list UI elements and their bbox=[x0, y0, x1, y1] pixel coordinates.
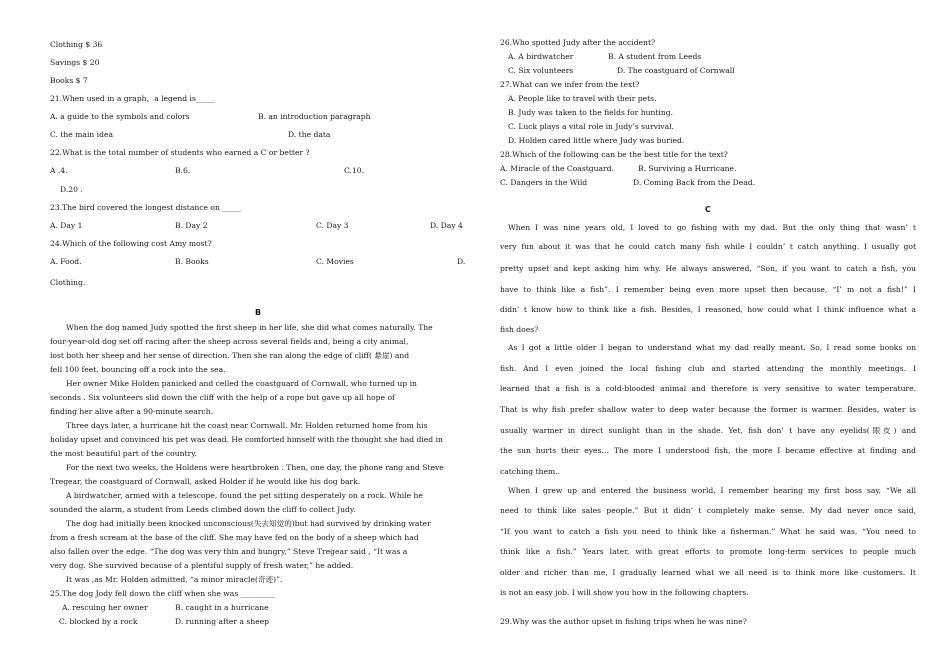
q26-option-b[interactable]: B. A student from Leeds bbox=[608, 52, 702, 61]
left-column: Clothing $ 36 Savings $ 20 Books $ 7 21.When used in a graph，a legend is_____ A. a guide to the symbols and colors B. an introduction paragraph C. the main idea D. the data 22.What is the total number of students who earned a C or better ? A .4. B.6. C.10. D.20 . 23.The bird covered the longest distance on _____ A. Day 1 B. Day 2 C. Day 3 D. Day 4 24.Which of the following cost Amy most? A. Food. B. Books C. Movies D. Clothing. B When the dog named Judy spotted the first sheep in her life, she did what comes naturally. The four-year-old dog set off racing after the sheep across several fields and, being a city animal, lost both her sheep and her sense of direction. Then she ran along the edge of cliff( 悬崖) and fell 100 feet, bouncing off a rock into the sea. Her owner Mike Holden panicked and celled the coastguard of Cornwall, who turned up in seconds . Six volunteers slid down the cliff with the help of a rope but gave up all hope of finding her alive after a 90-minute search. Three days later, a hurricane hit the coast near Cornwall. Mr. Holden returned home from his holiday upset and convinced his pet was dead. He comforted himself with the thought she had died in the most beautiful part of the country. For the next two weeks, the Holdens were heartbroken . Then, one day, the phone rang and Steve Tregear, the coastguard of Cornwall, asked Holder if he would like his dog bark. A birdwatcher, armed with a telescope, found the pet sitting desperately on a rock. While he sounded the alarm, a student from Leeds climbed down the cliff to collect Judy. The dog had initially been knocked unconscious(失去知觉的)but had survived by drinking water from a fresh scream at the base of the cliff. She may have fed on the body of a sheep which had also fallen over the edge. “The dog was very thin and hungry,” Steve Tregear said , “It was a very dog. She survived because of a plentiful supply of fresh water,” he added. It was ,as Mr. Holden admitted, “a minor miracle(奇迹)”. 25.The dog Jody fell down the cliff when she was _________ A. rescuing her owner B. caught in a hurricane C. blocked by a rock D. running after a sheep bbox=[50, 0, 468, 672]
q26-option-c[interactable]: C. Six volunteers bbox=[508, 66, 574, 75]
q27-option-d[interactable]: D. Holden cared little where Judy was buried. bbox=[508, 136, 685, 145]
passage-c-line: catching them.. bbox=[500, 467, 561, 476]
passage-c-line: have to think like a fish”. I remember being even more upset then because, “I’ m not a fish!” I bbox=[500, 285, 916, 294]
passage-b-line: four-year-old dog set off racing after the sheep across several fields and, being a city animal, bbox=[50, 337, 409, 346]
passage-b-line: finding her alive after a 90-minute search. bbox=[50, 407, 213, 416]
q22-option-a[interactable]: A .4. bbox=[50, 166, 68, 175]
passage-b-line: Tregear, the coastguard of Cornwall, asked Holder if he would like his dog bark. bbox=[50, 477, 361, 486]
right-column: 26.Who spotted Judy after the accident? A. A birdwatcher B. A student from Leeds C. Six volunteers D. The coastguard of Cornwall 27.What can we infer from the text? A. People like to travel with their pets. B. Judy was taken to the fields for hunting. C. Luck plays a vital role in Judy’s survival. D. Holden cared little where Judy was buried. 28.Which of the following can be the best title for the text? A. Miracle of the Coastguard. B. Surviving a Hurricane. C. Dangers in the Wild D. Coming Back from the Dead. C When I was nine years old, I loved to go fishing with my dad. But the only thing that wasn’ t very fun about it was that he could catch many fish while I couldn’ t catch anything. I usually got pretty upset and kept asking him why. He always answered, “Son, if you want to catch a fish, you have to think like a fish”. I remember being even more upset then because, “I’ m not a fish!” I didn’ t know how to think like a fish. Besides, I reasoned, how could what I think influence what a fish does? As I got a little older I began to understand what my dad really meant. So, I read some books on fish. And I even joined the local fishing club and started attending the monthly meetings. I learned that a fish is a cold-blooded animal and therefore is very sensitive to water temperature. That is why fish prefer shallow water to deep water because the former is warmer. Besides, water is usually warmer in direct sunlight than in the shade. Yet, fish don’ t have any eyelids(眼皮) and the sun hurts their eyes… The more I understood fish, the more I became effective at finding and catching them.. When I grew up and entered the business world, I remember hearing my first boss say, “We all need to think like sales people.” But it didn’ t completely make sense. My dad never once said, “If you want to catch a fish you need to think like a fisherman.” What he said was, “You need to think like a fish.” Years later, with great efforts to promote long-term services to people much older and richer than me, I gradually learned what we all need is to think more like customers. It is not an easy job. I will show you how in the following chapters. 29.Why was the author upset in fishing trips when he was nine? bbox=[500, 38, 916, 626]
q28-option-b[interactable]: B. Surviving a Hurricane. bbox=[638, 164, 737, 173]
question-23-options bbox=[50, 221, 468, 231]
q23-option-b[interactable]: B. Day 2 bbox=[175, 221, 208, 230]
q24-option-d[interactable]: D. bbox=[457, 257, 466, 266]
q28-option-a[interactable]: A. Miracle of the Coastguard. bbox=[500, 164, 614, 173]
passage-b-line: from a fresh scream at the base of the cliff. She may have fed on the body of a sheep which had bbox=[50, 533, 419, 542]
q21-option-a[interactable]: A. a guide to the symbols and colors bbox=[50, 112, 190, 121]
passage-b-line: Three days later, a hurricane hit the coast near Cornwall. Mr. Holden returned home from his bbox=[66, 421, 428, 430]
section-c-heading: C bbox=[705, 205, 711, 214]
passage-c-line: fish does? bbox=[500, 325, 539, 334]
q22-option-c[interactable]: C.10. bbox=[344, 166, 365, 175]
question-21-options-row2 bbox=[50, 130, 468, 140]
passage-b-line: holiday upset and convinced his pet was dead. He comforted himself with the thought she had died in bbox=[50, 435, 443, 444]
question-26-options-row1 bbox=[500, 52, 918, 62]
passage-b-line: seconds . Six volunteers slid down the cliff with the help of a rope but gave up all hope of bbox=[50, 393, 395, 402]
section-b-heading: B bbox=[255, 308, 262, 317]
passage-c-line: “If you want to catch a fish you need to think like a fisherman.” What he said was, “You need to bbox=[500, 527, 916, 536]
passage-b-line: For the next two weeks, the Holdens were heartbroken . Then, one day, the phone rang and Steve bbox=[66, 463, 444, 472]
q28-option-c[interactable]: C. Dangers in the Wild bbox=[500, 178, 588, 187]
q25-option-b[interactable]: B. caught in a hurricane bbox=[175, 603, 269, 612]
passage-c-line: the sun hurts their eyes… The more I understood fish, the more I became effective at finding and bbox=[500, 446, 916, 455]
q21-option-c[interactable]: C. the main idea bbox=[50, 130, 113, 139]
question-26-options-row2 bbox=[500, 66, 918, 76]
q23-option-c[interactable]: C. Day 3 bbox=[316, 221, 349, 230]
q28-option-d[interactable]: D. Coming Back from the Dead. bbox=[633, 178, 756, 187]
passage-b-line: Her owner Mike Holden panicked and celled the coastguard of Cornwall, who turned up in bbox=[66, 379, 417, 388]
passage-c-line: very fun about it was that he could catch many fish while I couldn’ t catch anything. I usually got bbox=[500, 242, 916, 251]
q27-option-b[interactable]: B. Judy was taken to the fields for hunting. bbox=[508, 108, 674, 117]
q23-option-a[interactable]: A. Day 1 bbox=[50, 221, 83, 230]
passage-b-line: sounded the alarm, a student from Leeds climbed down the cliff to collect Judy. bbox=[50, 505, 356, 514]
q27-option-a[interactable]: A. People like to travel with their pets. bbox=[508, 94, 657, 103]
passage-c-line: think like a fish.” Years later, with great efforts to promote long-term services to people much bbox=[500, 547, 916, 556]
question-28-options-row2 bbox=[500, 178, 918, 188]
q26-option-a[interactable]: A. A birdwatcher bbox=[508, 52, 574, 61]
passage-c-line: usually warmer in direct sunlight than in the shade. Yet, fish don’ t have any eyelids(眼皮) and bbox=[500, 426, 916, 435]
q24-option-b[interactable]: B. Books bbox=[175, 257, 209, 266]
passage-c-line: didn’ t know how to think like a fish. Besides, I reasoned, how could what I think influence what a bbox=[500, 305, 916, 314]
passage-b-line: very dog. She survived because of a plentiful supply of fresh water,” he added. bbox=[50, 561, 354, 570]
passage-b-line: lost both her sheep and her sense of direction. Then she ran along the edge of cliff( 悬崖) and bbox=[50, 351, 410, 360]
question-25-options-row1 bbox=[50, 603, 468, 613]
q27-option-c[interactable]: C. Luck plays a vital role in Judy’s survival. bbox=[508, 122, 674, 131]
passage-c-line: fish. And I even joined the local fishing club and started attending the monthly meetings. I bbox=[500, 364, 916, 373]
passage-c-line: When I was nine years old, I loved to go fishing with my dad. But the only thing that wasn’ t bbox=[508, 223, 916, 232]
q21-option-d[interactable]: D. the data bbox=[288, 130, 331, 139]
q24-option-a[interactable]: A. Food. bbox=[50, 257, 82, 266]
question-22-options bbox=[50, 166, 468, 176]
passage-b-line: fell 100 feet, bouncing off a rock into the sea. bbox=[50, 365, 226, 374]
question-25-options-row2 bbox=[50, 617, 468, 627]
question-21-options-row1 bbox=[50, 112, 468, 122]
q23-option-d[interactable]: D. Day 4 bbox=[430, 221, 463, 230]
q22-option-d[interactable]: D.20 . bbox=[60, 185, 83, 194]
question-24-options bbox=[50, 257, 468, 267]
passage-b-line: the most beautiful part of the country. bbox=[50, 449, 197, 458]
question-28-options-row1 bbox=[500, 164, 918, 174]
passage-c-line: pretty upset and kept asking him why. He always answered, “Son, if you want to catch a fish, you bbox=[500, 264, 916, 273]
passage-c-line: older and richer than me, I gradually learned what we all need is to think more like customers. It bbox=[500, 568, 916, 577]
passage-b-line: It was ,as Mr. Holden admitted, “a minor miracle(奇迹)”. bbox=[66, 575, 283, 584]
passage-c-line: learned that a fish is a cold-blooded animal and therefore is very sensitive to water temperature. bbox=[500, 384, 916, 393]
passage-b-line: When the dog named Judy spotted the first sheep in her life, she did what comes naturally. The bbox=[66, 323, 433, 332]
passage-b-line: A birdwatcher, armed with a telescope, found the pet sitting desperately on a rock. While he bbox=[66, 491, 423, 500]
passage-c-line: When I grew up and entered the business world, I remember hearing my first boss say, “We all bbox=[508, 486, 916, 495]
q25-option-c[interactable]: C. blocked by a rock bbox=[59, 617, 138, 626]
passage-b-line: also fallen over the edge. “The dog was very thin and hungry,” Steve Tregear said , “It was a bbox=[50, 547, 408, 556]
q25-option-a[interactable]: A. rescuing her owner bbox=[62, 603, 148, 612]
q24-option-c[interactable]: C. Movies bbox=[316, 257, 354, 266]
q26-option-d[interactable]: D. The coastguard of Cornwall bbox=[617, 66, 735, 75]
passage-c-line: need to think like sales people.” But it didn’ t completely make sense. My dad never once said, bbox=[500, 506, 916, 515]
passage-c-line: That is why fish prefer shallow water to deep water because the former is warmer. Besides, water is bbox=[500, 405, 916, 414]
passage-c-line: is not an easy job. I will show you how in the following chapters. bbox=[500, 588, 749, 597]
q21-option-b[interactable]: B. an introduction paragraph bbox=[258, 112, 371, 121]
q22-option-b[interactable]: B.6. bbox=[175, 166, 191, 175]
q25-option-d[interactable]: D. running after a sheep bbox=[175, 617, 270, 626]
passage-b-line: The dog had initially been knocked unconscious(失去知觉的)but had survived by drinking water bbox=[66, 519, 431, 528]
passage-c-line: As I got a little older I began to understand what my dad really meant. So, I read some books on bbox=[508, 343, 916, 352]
